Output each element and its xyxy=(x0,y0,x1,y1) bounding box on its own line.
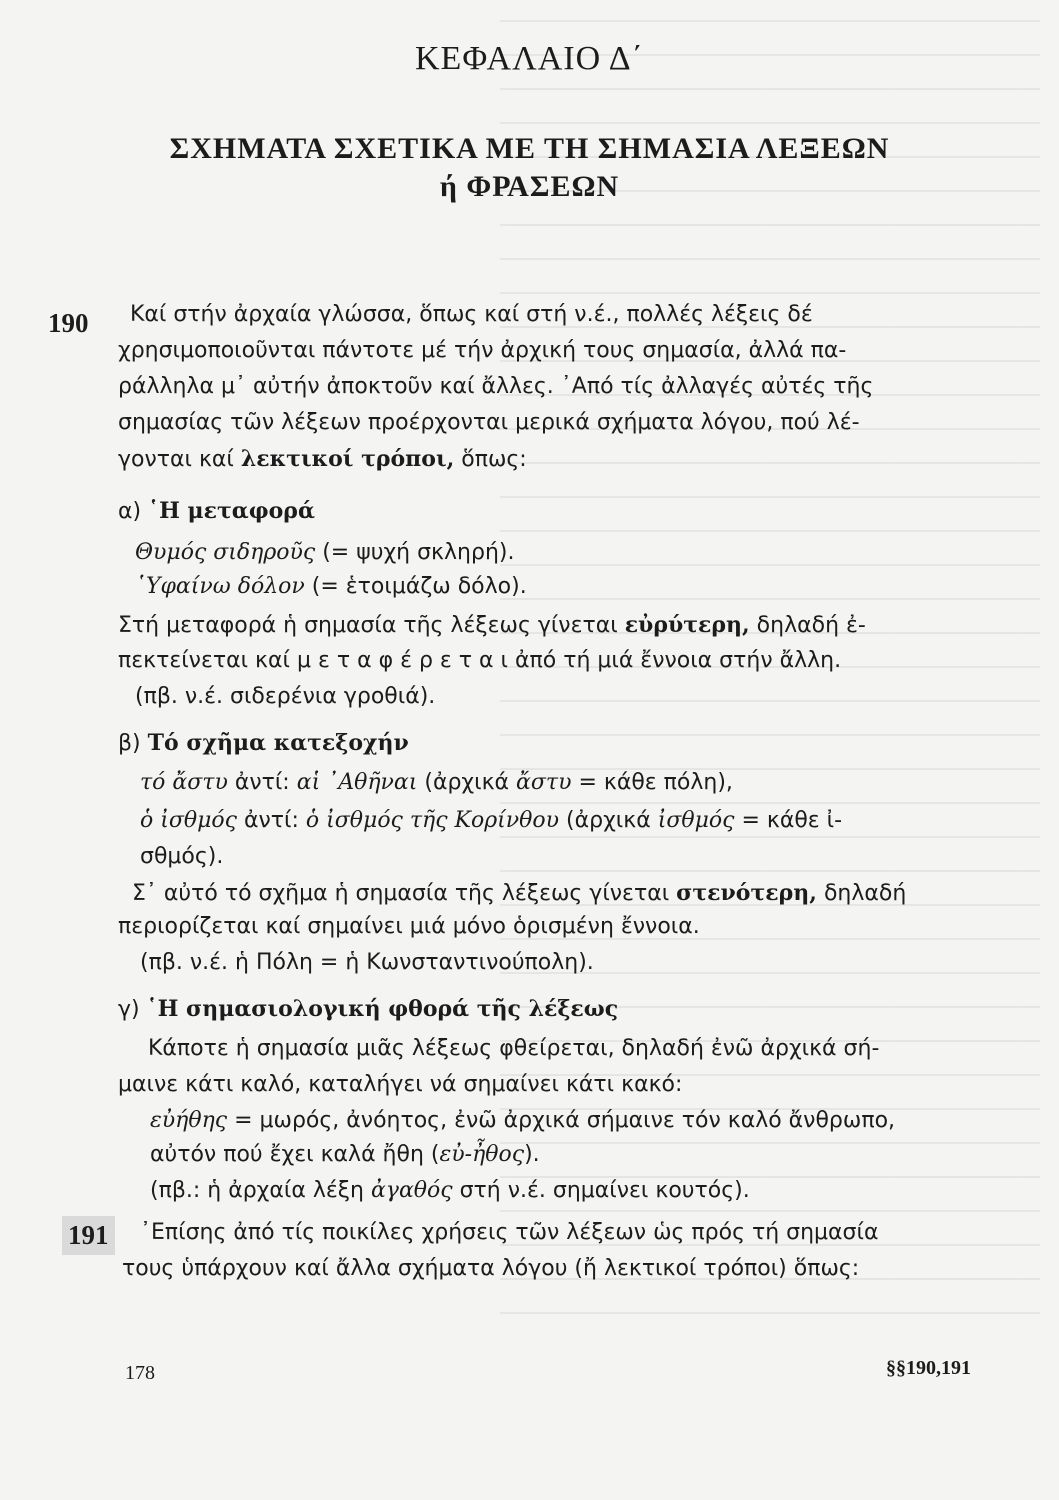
text-line: μαινε κάτι καλό, καταλήγει νά σημαίνει κάτι κακό: xyxy=(118,1072,683,1097)
example-line: ῾Υφαίνω δόλον (= ἑτοιμάζω δόλο). xyxy=(135,574,527,599)
text-line: περιορίζεται καί σημαίνει μιά μόνο ὁρισμένη ἔννοια. xyxy=(118,914,700,939)
paragraph-number-191: 191 xyxy=(62,1216,115,1255)
page-number: 178 xyxy=(125,1362,155,1384)
subsection-b-heading: β) Τό σχῆμα κατεξοχήν xyxy=(118,730,409,756)
text-line: ράλληλα μ᾽ αὐτήν ἀποκτοῦν καί ἄλλες. ᾿Από τίς ἀλλαγές αὐτές τῆς xyxy=(118,374,874,399)
example-line: σθμός). xyxy=(140,844,224,869)
paragraph-number-190: 190 xyxy=(48,308,89,338)
text-line: ᾿Επίσης ἀπό τίς ποικίλες χρήσεις τῶν λέξεων ὡς πρός τή σημασία xyxy=(140,1220,879,1245)
section-reference: §§190,191 xyxy=(886,1357,971,1379)
text-line: Στή μεταφορά ἡ σημασία τῆς λέξεως γίνεται εὐρύτερη, δηλαδή ἐ- xyxy=(118,612,866,638)
example-line: εὐήθης = μωρός, ἀνόητος, ἐνῶ ἀρχικά σήμαινε τόν καλό ἄνθρωπο, xyxy=(150,1108,896,1133)
example-line: ὁ ἰσθμός ἀντί: ὁ ἰσθμός τῆς Κορίνθου (ἀρχικά ἰσθμός = κάθε ἰ- xyxy=(140,808,843,833)
section-title xyxy=(0,130,1059,206)
subsection-c-heading: γ) ῾Η σημασιολογική φθορά τῆς λέξεως xyxy=(118,996,619,1022)
example-line: Θυμός σιδηροῦς (= ψυχή σκληρή). xyxy=(135,540,515,565)
text-line: χρησιμοποιοῦνται πάντοτε μέ τήν ἀρχική τους σημασία, ἀλλά πα- xyxy=(118,338,847,363)
subsection-a-heading: α) ῾Η μεταφορά xyxy=(118,498,315,524)
text-line: Σ᾽ αὐτό τό σχῆμα ἡ σημασία τῆς λέξεως γίνεται στενότερη, δηλαδή xyxy=(132,880,907,906)
text-line: σημασίας τῶν λέξεων προέρχονται μερικά σχήματα λόγου, πού λέ- xyxy=(118,410,860,435)
text-line: γονται καί λεκτικοί τρόποι, ὅπως: xyxy=(118,446,527,472)
text-line: πεκτείνεται καί μ ε τ α φ έ ρ ε τ α ι ἀπό τή μιά ἔννοια στήν ἄλλη. xyxy=(118,648,842,673)
text-line: Κάποτε ἡ σημασία μιᾶς λέξεως φθείρεται, δηλαδή ἐνῶ ἀρχικά σή- xyxy=(148,1036,880,1061)
comparison-line: (πβ.: ἡ ἀρχαία λέξη ἀγαθός στή ν.έ. σημαίνει κουτός). xyxy=(150,1178,750,1203)
comparison-line: (πβ. ν.έ. ἡ Πόλη = ἡ Κωνσταντινούπολη). xyxy=(140,950,594,975)
comparison-line: (πβ. ν.έ. σιδερένια γροθιά). xyxy=(135,684,436,709)
chapter-heading: ΚΕΦΑΛΑΙΟ Δ΄ xyxy=(415,40,644,77)
example-line: τό ἄστυ ἀντί: αἱ ᾿Αθῆναι (ἀρχικά ἄστυ = κάθε πόλη), xyxy=(140,770,733,795)
title-line-2: ή ΦΡΑΣΕΩΝ xyxy=(439,170,620,203)
text-line: Καί στήν ἀρχαία γλώσσα, ὅπως καί στή ν.έ., πολλές λέξεις δέ xyxy=(130,302,813,327)
example-line: αὐτόν πού ἔχει καλά ἤθη (εὐ-ἦθος). xyxy=(150,1142,540,1167)
title-line-1: ΣΧΗΜΑΤΑ ΣΧΕΤΙΚΑ ΜΕ ΤΗ ΣΗΜΑΣΙΑ ΛΕΞΕΩΝ xyxy=(169,132,890,165)
text-line: τους ὑπάρχουν καί ἄλλα σχήματα λόγου (ἤ λεκτικοί τρόποι) ὅπως: xyxy=(122,1256,860,1281)
